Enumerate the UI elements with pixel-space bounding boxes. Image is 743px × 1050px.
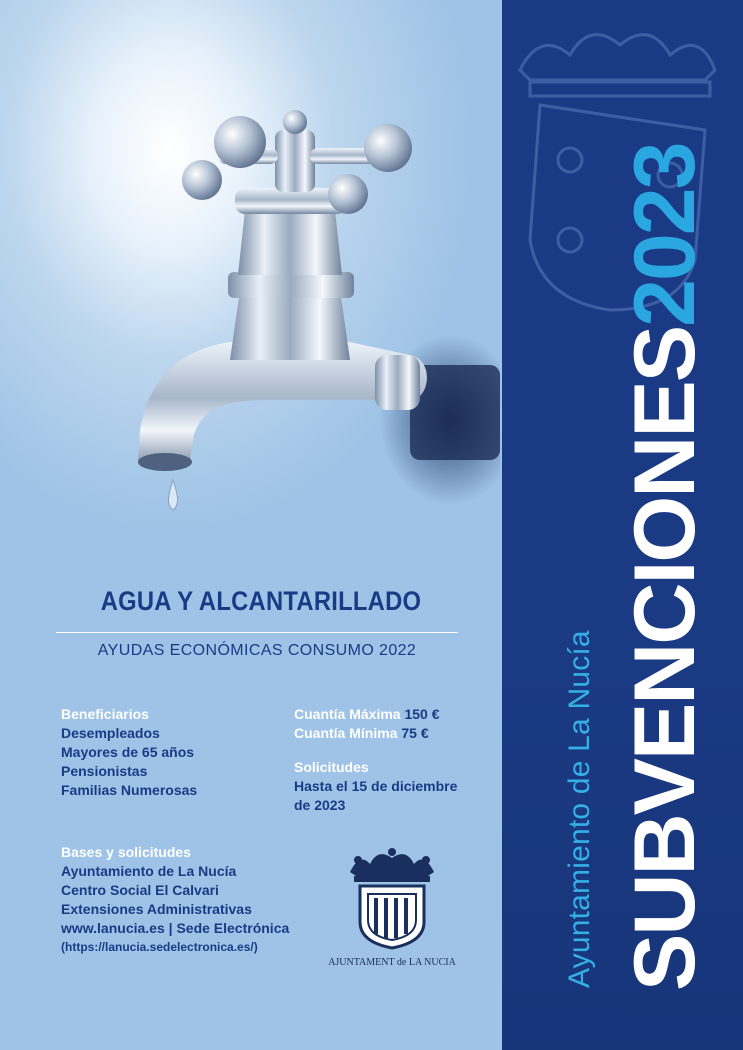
vertical-subtitle: Ayuntamiento de La Nucía	[563, 630, 596, 988]
solicitudes-line: Hasta el 15 de diciembre	[294, 778, 458, 794]
beneficiario-item: Desempleados	[61, 725, 160, 741]
vertical-title-year: 2023	[617, 143, 713, 327]
bases-url[interactable]: (https://lanucia.sedelectronica.es/)	[61, 940, 258, 954]
bases-title: Bases y solicitudes	[61, 844, 191, 860]
solicitudes-block	[294, 758, 457, 815]
cuantia-block	[294, 705, 440, 743]
crest-caption: AJUNTAMENT de LA NUCIA	[328, 957, 456, 968]
beneficiarios-title: Beneficiarios	[61, 706, 149, 722]
beneficiarios-block	[61, 705, 197, 800]
coat-of-arms-icon	[340, 842, 444, 952]
subheadline: AYUDAS ECONÓMICAS CONSUMO 2022	[97, 642, 417, 659]
beneficiario-item: Familias Numerosas	[61, 782, 198, 798]
bases-item: Extensiones Administrativas	[61, 901, 252, 917]
bases-block	[61, 843, 289, 957]
solicitudes-title: Solicitudes	[294, 759, 369, 775]
cuantia-min-row	[294, 724, 440, 743]
divider-rule	[56, 632, 458, 633]
solicitudes-line: de 2023	[294, 797, 346, 813]
bases-website[interactable]: www.lanucia.es | Sede Electrónica	[61, 920, 290, 936]
beneficiario-item: Mayores de 65 años	[61, 744, 195, 760]
faucet-illustration	[110, 100, 500, 530]
vertical-title-main: SUBVENCIONES	[617, 326, 713, 991]
headline: AGUA Y ALCANTARILLADO	[100, 586, 422, 616]
bases-item: Ayuntamiento de La Nucía	[61, 863, 237, 879]
cuantia-max-value: 150 €	[404, 706, 440, 722]
cuantia-max-row	[294, 705, 440, 724]
cuantia-min-label: Cuantía Mínima	[294, 725, 398, 741]
cuantia-max-label: Cuantía Máxima	[294, 706, 401, 722]
beneficiario-item: Pensionistas	[61, 763, 148, 779]
bases-item: Centro Social El Calvari	[61, 882, 219, 898]
vertical-title	[617, 143, 713, 991]
cuantia-min-value: 75 €	[401, 725, 429, 741]
